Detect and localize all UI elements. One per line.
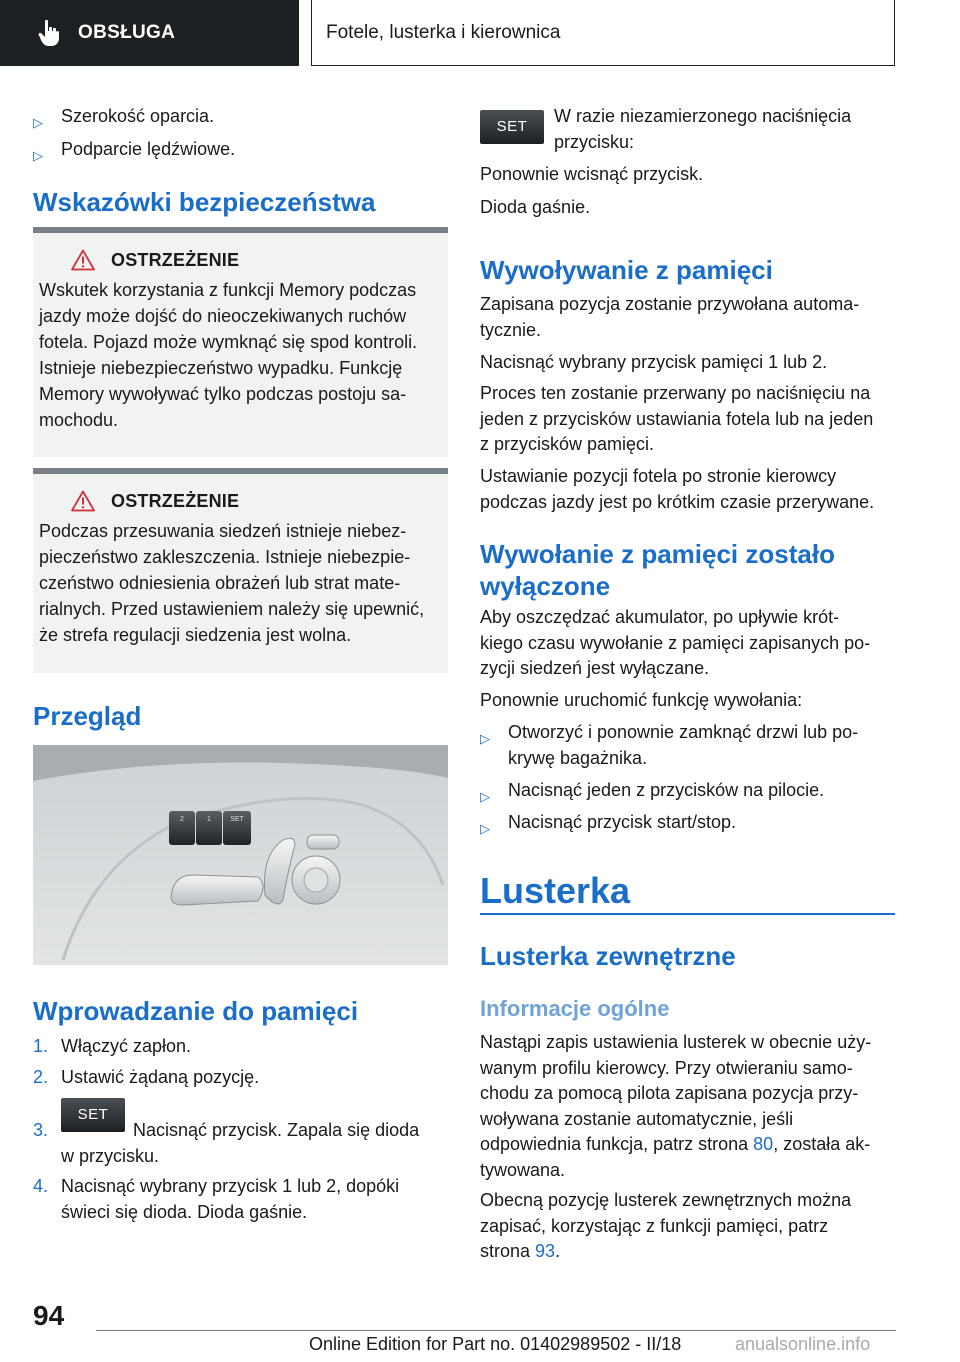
warning-text: Wskutek korzystania z funkcji Memory podczas jazdy może dojść do nieoczekiwanych ruchów fotela. Pojazd może wymknąć się spod kontroli. Istnieje niebezpieczeństwo wypadku. Funkcję Memory wywoływać tylko podczas postoju sa- mochodu.: [39, 280, 418, 430]
warning-text: Podczas przesuwania siedzeń istnieje niebez- pieczeństwo zakleszczenia. Istnieje niebezpie- czeństwo odniesienia obrażeń lub strat mate- rialnych. Przed ustawieniem należy się upewnić, że strefa regulacji siedzenia jest wolna.: [39, 521, 425, 645]
set-note: W razie niezamierzonego naciśnięcia przycisku:: [554, 106, 852, 152]
set-button-icon: SET: [61, 1098, 125, 1132]
warning-triangle-icon: [71, 249, 95, 271]
header-section-tab: [0, 0, 299, 66]
step-number: 2.: [33, 1067, 49, 1087]
paragraph: Zapisana pozycja zostanie przywołana automa- tycznie.: [480, 294, 860, 340]
step-number: 3.: [33, 1120, 49, 1140]
seat-button-label: 2: [180, 816, 184, 823]
page-number: 94: [33, 1300, 65, 1331]
triangle-bullet-icon: ▷: [480, 789, 490, 804]
paragraph: Obecną pozycję lusterek zewnętrznych można zapisać, korzystając z funkcji pamięci, patrz strona 93.: [480, 1190, 852, 1261]
list-item: ▷ Otworzyć i ponownie zamknąć drzwi lub po- krywę bagażnika.: [480, 722, 859, 768]
recall-heading: Wywoływanie z pamięci: [480, 255, 773, 285]
overview-heading: Przegląd: [33, 701, 142, 731]
list-item: ▷ Nacisnąć jeden z przycisków na pilocie.: [480, 778, 900, 804]
paragraph: Dioda gaśnie.: [480, 197, 591, 217]
seat-controls-illustration: [33, 745, 448, 965]
chapter-divider: [480, 913, 895, 915]
seat-controls-image: [33, 745, 448, 965]
outer-mirrors-heading: Lusterka zewnętrzne: [480, 941, 736, 971]
paragraph: Aby oszczędzać akumulator, po upływie krót- kiego czasu wywołanie z pamięci zapisanych po- zycji siedzeń jest wyłączane.: [480, 607, 871, 678]
watermark: anualsonline.info: [735, 1334, 871, 1354]
paragraph: Proces ten zostanie przerwany po naciśnięciu na jeden z przycisków ustawiania fotela lub na jeden z przycisków pamięci.: [480, 383, 874, 454]
paragraph: Nastąpi zapis ustawienia lusterek w obecnie uży- wanym profilu kierowcy. Przy otwieraniu samo- chodu za pomocą pilota zapisana pozycja przy- woływana zostanie automatycznie, jeśli odpowiednia funkcja, patrz strona 80, została ak- tywowana.: [480, 1032, 872, 1180]
list-item: ▷ Nacisnąć przycisk start/stop.: [480, 810, 900, 836]
triangle-bullet-icon: ▷: [33, 115, 43, 130]
recall-disabled-heading: Wywołanie z pamięci zostało wyłączone: [480, 539, 835, 601]
chapter-title: Fotele, lusterka i kierownica: [326, 21, 561, 43]
set-button-icon: SET: [480, 110, 544, 144]
general-info-heading: Informacje ogólne: [480, 996, 670, 1021]
step-number: 4.: [33, 1176, 49, 1196]
list-item: 1. Włączyć zapłon.: [33, 1034, 448, 1060]
paragraph: Nacisnąć wybrany przycisk pamięci 1 lub 2.: [480, 352, 828, 372]
paragraph: Ponownie wcisnąć przycisk.: [480, 164, 704, 184]
triangle-bullet-icon: ▷: [33, 148, 43, 163]
section-label: OBSŁUGA: [78, 22, 176, 43]
warning-title: OSTRZEŻENIE: [111, 249, 240, 270]
page-link[interactable]: 80: [753, 1134, 774, 1154]
chapter-title-box: [311, 0, 895, 66]
triangle-bullet-icon: ▷: [480, 821, 490, 836]
paragraph: Ponownie uruchomić funkcję wywołania:: [480, 690, 803, 710]
warning-title: OSTRZEŻENIE: [111, 490, 240, 511]
list-item: 2. Ustawić żądaną pozycję.: [33, 1065, 448, 1091]
memory-heading: Wprowadzanie do pamięci: [33, 996, 359, 1026]
list-item: ▷ Podparcie lędźwiowe.: [33, 137, 448, 163]
triangle-bullet-icon: ▷: [480, 731, 490, 746]
paragraph: Ustawianie pozycji fotela po stronie kierowcy podczas jazdy jest po krótkim czasie przerywane.: [480, 466, 875, 512]
seat-button-label: 1: [207, 816, 211, 823]
list-item: 4. Nacisnąć wybrany przycisk 1 lub 2, dopóki świeci się dioda. Dioda gaśnie.: [33, 1176, 400, 1222]
warning-box: [33, 227, 448, 457]
warning-box: [33, 468, 448, 673]
seat-button-label: SET: [230, 816, 244, 823]
hand-pointer-icon: [38, 18, 64, 48]
footer-divider: [96, 1330, 896, 1331]
warning-triangle-icon: [71, 490, 95, 512]
page-link[interactable]: 93: [535, 1241, 556, 1261]
safety-heading: Wskazówki bezpieczeństwa: [33, 187, 376, 217]
list-item: ▷ Szerokość oparcia.: [33, 104, 448, 130]
edition-note: Online Edition for Part no. 01402989502 - II/18: [309, 1334, 682, 1354]
mirrors-heading: Lusterka: [480, 870, 631, 911]
step-number: 1.: [33, 1036, 49, 1056]
